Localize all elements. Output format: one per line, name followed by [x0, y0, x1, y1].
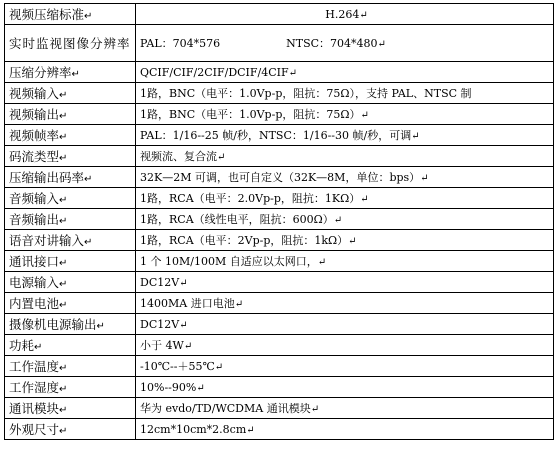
cell-end-mark: ↵ [59, 111, 68, 122]
cell-end-mark: ↵ [84, 174, 93, 185]
cell-end-mark: ↵ [420, 173, 429, 184]
table-row [5, 377, 554, 398]
row-value: -10℃--＋55℃↵ [136, 356, 554, 377]
row-value: 视频流、复合流↵ [136, 146, 554, 167]
table-row [5, 398, 554, 419]
cell-end-mark: ↵ [59, 426, 68, 437]
cell-end-mark: ↵ [360, 194, 369, 205]
cell-end-mark: ↵ [59, 279, 68, 290]
table-row [5, 314, 554, 335]
cell-end-mark: ↵ [288, 67, 298, 79]
table-row [5, 293, 554, 314]
row-value: 12cm*10cm*2.8cm↵ [136, 419, 554, 440]
row-value: 1路，RCA（电平：2Vp-p，阻抗：1kΩ）↵ [136, 230, 554, 251]
table-row [5, 335, 554, 356]
cell-end-mark: ↵ [34, 342, 43, 353]
row-label: 实时监视图像分辨率 [5, 25, 136, 62]
table-row [5, 272, 554, 293]
spec-table [4, 3, 554, 440]
pal-resolution: PAL：704*576 [140, 37, 221, 50]
cell-end-mark: ↵ [59, 132, 68, 143]
cell-end-mark: ↵ [71, 69, 80, 80]
table-row [5, 125, 554, 146]
cell-end-mark: ↵ [59, 216, 68, 227]
row-value: 1路，BNC（电平：1.0Vp-p，阻抗：75Ω）↵ [136, 104, 554, 125]
cell-end-mark: ↵ [360, 110, 369, 121]
table-row [5, 25, 554, 62]
row-value: 10%--90%↵ [136, 377, 554, 398]
row-value: DC12V↵ [136, 272, 554, 293]
cell-end-mark: ↵ [246, 424, 255, 436]
row-value: QCIF/CIF/2CIF/DCIF/4CIF↵ [136, 62, 554, 83]
row-label: 音频输出↵ [5, 209, 136, 230]
row-label: 通讯模块↵ [5, 398, 136, 419]
table-row [5, 167, 554, 188]
cell-end-mark: ↵ [96, 321, 105, 332]
row-label: 内置电池↵ [5, 293, 136, 314]
table-row [5, 62, 554, 83]
row-value: 1 个 10M/100M 自适应以太网口，↵ [136, 251, 554, 272]
row-label: 语音对讲输入↵ [5, 230, 136, 251]
row-label: 工作温度↵ [5, 356, 136, 377]
row-value: 1400MA 进口电池↵ [136, 293, 554, 314]
row-label: 电源输入↵ [5, 272, 136, 293]
cell-end-mark: ↵ [59, 153, 68, 164]
row-value: 1路，RCA（线性电平，阻抗：600Ω）↵ [136, 209, 554, 230]
row-label: 视频压缩标准↵ [5, 4, 136, 25]
cell-end-mark: ↵ [179, 319, 188, 331]
cell-end-mark: ↵ [348, 236, 357, 247]
table-row [5, 4, 554, 25]
cell-end-mark: ↵ [359, 9, 368, 21]
cell-end-mark: ↵ [377, 39, 386, 50]
row-label: 视频帧率↵ [5, 125, 136, 146]
table-row [5, 188, 554, 209]
row-label: 视频输入↵ [5, 83, 136, 104]
cell-end-mark: ↵ [59, 363, 68, 374]
cell-end-mark: ↵ [411, 131, 420, 142]
row-label: 通讯接口↵ [5, 251, 136, 272]
row-value: 1路，RCA（电平：2.0Vp-p，阻抗：1KΩ）↵ [136, 188, 554, 209]
row-value: 小于 4W↵ [136, 335, 554, 356]
row-label: 功耗↵ [5, 335, 136, 356]
row-label: 音频输入↵ [5, 188, 136, 209]
row-value: 1路，BNC（电平：1.0Vp-p，阻抗：75Ω），支持 PAL、NTSC 制 [136, 83, 554, 104]
row-label: 工作湿度↵ [5, 377, 136, 398]
table-row [5, 209, 554, 230]
table-row [5, 251, 554, 272]
cell-end-mark: ↵ [59, 384, 68, 395]
ntsc-resolution: NTSC：704*480 [286, 37, 378, 50]
row-value: H.264↵ [136, 4, 554, 25]
row-label: 外观尺寸↵ [5, 419, 136, 440]
cell-end-mark: ↵ [59, 90, 68, 101]
cell-end-mark: ↵ [84, 11, 93, 22]
row-value: 32K—2M 可调，也可自定义（32K—8M，单位：bps）↵ [136, 167, 554, 188]
row-value: 华为 evdo/TD/WCDMA 通讯模块↵ [136, 398, 554, 419]
cell-end-mark: ↵ [179, 277, 188, 289]
row-label: 摄像机电源输出↵ [5, 314, 136, 335]
row-value [136, 25, 554, 62]
cell-end-mark: ↵ [217, 152, 226, 163]
cell-end-mark: ↵ [59, 195, 68, 206]
cell-end-mark: ↵ [59, 300, 68, 311]
cell-end-mark: ↵ [84, 237, 93, 248]
row-value: PAL：1/16--25 帧/秒，NTSC：1/16--30 帧/秒，可调↵ [136, 125, 554, 146]
cell-end-mark: ↵ [333, 215, 343, 226]
row-value: DC12V↵ [136, 314, 554, 335]
cell-end-mark: ↵ [234, 299, 244, 310]
row-label: 压缩输出码率↵ [5, 167, 136, 188]
cell-end-mark: ↵ [59, 405, 68, 416]
table-row [5, 83, 554, 104]
cell-end-mark: ↵ [310, 404, 320, 415]
row-label: 码流类型↵ [5, 146, 136, 167]
row-label: 压缩分辨率↵ [5, 62, 136, 83]
cell-end-mark: ↵ [183, 341, 193, 352]
cell-end-mark: ↵ [59, 258, 68, 269]
table-row [5, 356, 554, 377]
table-row [5, 104, 554, 125]
cell-end-mark: ↵ [317, 257, 327, 268]
row-label: 视频输出↵ [5, 104, 136, 125]
table-row [5, 146, 554, 167]
table-row [5, 230, 554, 251]
table-row [5, 419, 554, 440]
cell-end-mark: ↵ [214, 362, 224, 373]
cell-end-mark: ↵ [196, 382, 205, 394]
